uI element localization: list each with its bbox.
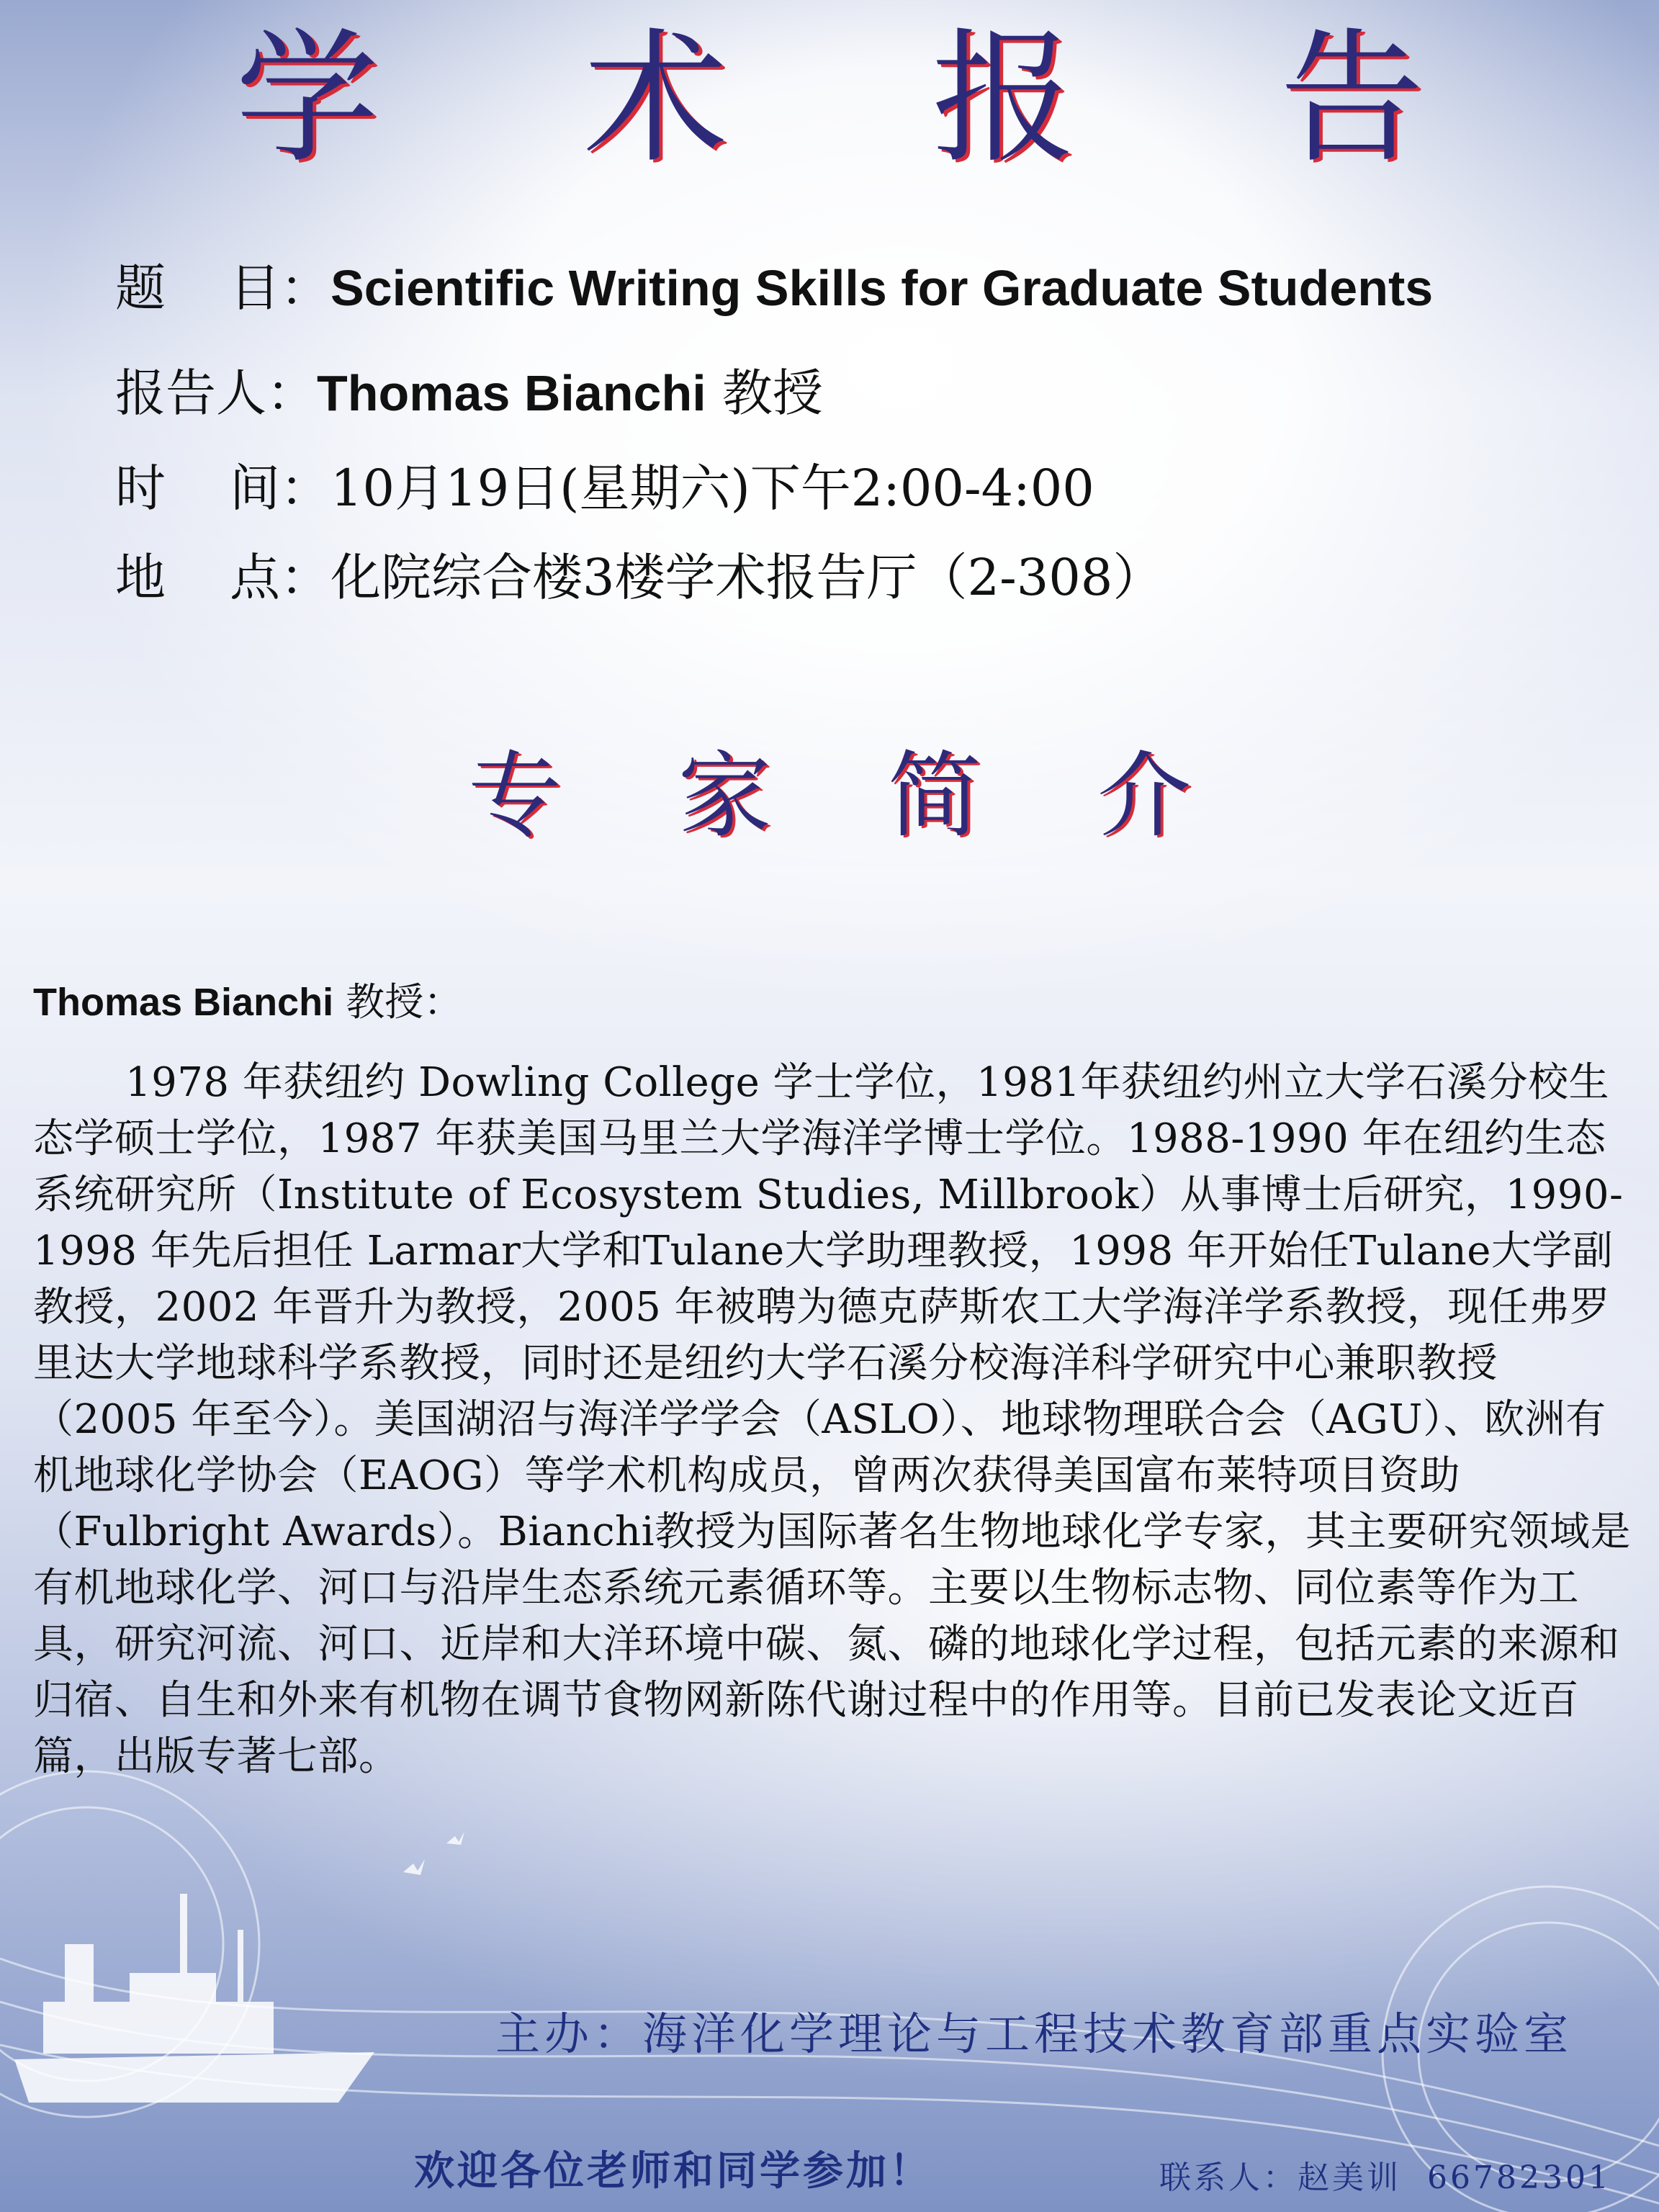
- speaker-name: Thomas Bianchi: [317, 365, 706, 421]
- welcome-text: 欢迎各位老师和同学参加！: [414, 2147, 932, 2195]
- birds-decoration: [403, 1832, 464, 1875]
- contact-phone: 66782301: [1427, 2159, 1611, 2196]
- place-value: 化院综合楼3楼学术报告厅（2-308）: [331, 548, 1164, 607]
- contact-label: 联系人：赵美训: [1159, 2159, 1401, 2196]
- speaker-label: 报告人：: [115, 364, 317, 423]
- bio-paragraph: 1978 年获纽约 Dowling College 学士学位，1981年获纽约州立大学石溪分校生态学硕士学位，1987 年获美国马里兰大学海洋学博士学位。1988-1990 年在纽约生态系统研究所（Institute of Ecosystem Studies, Millbrook）从事博士后研究，1990-1998 年先后担任 Larmar大学和Tulane大学助理教授，1998 年开始任Tulane大学副教授，2002 年晋升为教授，2005 年被聘为德克萨斯农工大学海洋学系教授，现任弗罗里达大学地球科学系教授，同时还是纽约大学石溪分校海洋科学研究中心兼职教授（2005 年至今）。美国湖沼与海洋学学会（ASLO）、地球物理联合会（AGU）、欧洲有机地球化学协会（EAOG）等学术机构成员，曾两次获得美国富布莱特项目资助（Fulbright Awards）。Bianchi教授为国际著名生物地球化学专家，其主要研究领域是有机地球化学、河口与沿岸生态系统元素循环等。主要以生物标志物、同位素等作为工具，研究河流、河口、近岸和大洋环境中碳、氮、磷的地球化学过程，包括元素的来源和归宿、自生和外来有机物在调节食物网新陈代谢过程中的作用等。目前已发表论文近百篇，出版专著七部。: [33, 1059, 1632, 1780]
- contact-info: [1159, 2153, 1611, 2203]
- bio-name: Thomas Bianchi: [33, 981, 334, 1024]
- time-row: [115, 452, 1094, 524]
- topic-label: 题 目：: [115, 258, 331, 318]
- speaker-title: 教授: [706, 364, 823, 423]
- bio-name-suffix: 教授：: [333, 979, 463, 1025]
- poster-title: 学 术 报 告: [235, 15, 1503, 183]
- organizer-text: 主办：海洋化学理论与工程技术教育部重点实验室: [495, 2008, 1573, 2060]
- place-row: [115, 541, 1163, 613]
- bio-heading: [33, 974, 462, 1031]
- time-label: 时 间：: [115, 459, 331, 518]
- bio-section-title: 专 家 简 介: [468, 741, 1234, 850]
- time-value: 10月19日(星期六)下午2:00-4:00: [331, 459, 1094, 518]
- speaker-row: [115, 357, 823, 429]
- place-label: 地 点：: [115, 548, 331, 607]
- topic-row: [115, 252, 1433, 324]
- topic-value: Scientific Writing Skills for Graduate Students: [331, 260, 1434, 316]
- ship-silhouette-icon: [14, 1894, 374, 2103]
